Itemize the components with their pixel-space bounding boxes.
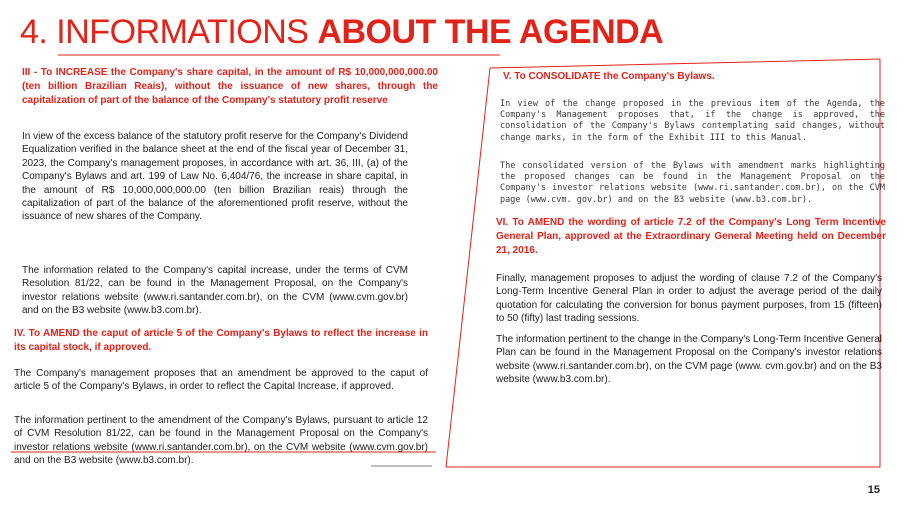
item-5-heading: V. To CONSOLIDATE the Company's Bylaws. bbox=[503, 71, 715, 82]
item-6-paragraph-2: The information pertinent to the change in the Company's Long-Term Incentive General Plan can be found in the Management Proposal on the Company's investor relations website (www.ri.santander.com.br), on the CVM page (www. cvm.gov.br) and on the B3 website (www.b3.com.br). bbox=[496, 334, 883, 386]
title-prefix: 4. INFORMATIONS bbox=[20, 13, 318, 51]
item-4-paragraph-1: The Company's management proposes that an amendment be approved to the caput of article 5 of the Company's Bylaws, in order to reflect the Capital Increase, if approved. bbox=[14, 368, 428, 393]
item-4-paragraph-2: The information pertinent to the amendment of the Company's Bylaws, pursuant to article 12 of CVM Resolution 81/22, can be found in the Management Proposal on the Company's investor relations website (www.ri.santander.com.br), on the CVM website (www.cvm.gov.br) and on the B3 website (www.b3.com.br). bbox=[14, 415, 428, 467]
item-5-paragraph-1: In view of the change proposed in the previous item of the Agenda, the Company's Management proposes that, if the change is approved, the consolidation of the Company's Bylaws contemplating said changes, without change marks, in the form of the Exhibit III to this Manual. bbox=[500, 99, 885, 143]
item-4-heading: IV. To AMEND the caput of article 5 of the Company's Bylaws to reflect the increase in its capital stock, if approved. bbox=[14, 328, 428, 353]
title-emphasis: ABOUT THE AGENDA bbox=[317, 13, 664, 51]
item-5-paragraph-2: The consolidated version of the Bylaws with amendment marks highlighting the proposed changes can be found in the Management Proposal on the Company's investor relations website (www.ri.santander.com.br), on the CVM page (www.cvm. gov.br) and on the B3 website (www.b3.com.br). bbox=[500, 161, 885, 205]
page-number: 15 bbox=[867, 484, 880, 496]
item-3-paragraph-2: The information related to the Company's capital increase, under the terms of CVM Resolution 81/22, can be found in the Management Proposal, on the Company's investor relations website (www.ri.santander.com.br), on the CVM (www.cvm.gov.br) and on the B3 website (www.b3.com.br). bbox=[22, 265, 408, 317]
item-6-paragraph-1: Finally, management proposes to adjust the wording of clause 7.2 of the Company's Long-Term Incentive General Plan in order to adjust the average period of the daily quotation for calculating the conversion for bonus payment purposes, from 15 (fifteen) to 50 (fifty) last trading sessions. bbox=[496, 273, 882, 325]
item-6-heading: VI. To AMEND the wording of article 7.2 of the Company's Long Term Incentive General Plan, approved at the Extraordinary General Meeting held on December 21, 2016. bbox=[496, 217, 886, 256]
panel-divider bbox=[446, 68, 490, 467]
item-3-heading: III - To INCREASE the Company's share capital, in the amount of R$ 10,000,000,000.00 (ten billion Brazilian Reais), without the issuance of new shares, through the capitalization of part of the balance of the Company's statutory profit reserve bbox=[22, 67, 438, 106]
item-3-paragraph-1: In view of the excess balance of the statutory profit reserve for the Company's Dividend Equalization verified in the balance sheet at the end of the fiscal year of December 31, 2023, the Company's management proposes, in accordance with art. 36, III, (a) of the Company's Bylaws and art. 199 of Law No. 6,404/76, the increase in share capital, in the amount of R$ 10,000,000,000.00 (ten billion Brazilian reais) through the capitalization of part of the balance of the aforementioned profit reserve, without the issuance of new shares of the Company. bbox=[22, 131, 408, 223]
